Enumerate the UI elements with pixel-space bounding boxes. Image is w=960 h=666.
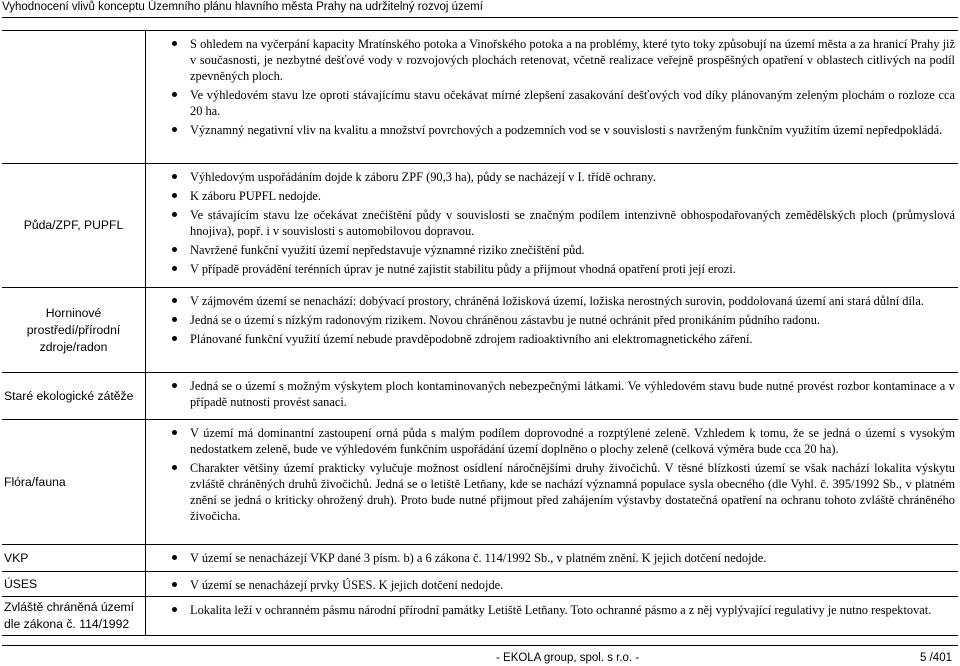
list-item: Ve stávajícím stavu lze očekávat znečištění půdy v souvislosti se značným podílem intenzivně obhospodařovaných zemědělských ploch (průmyslová hnojiva), popř. i v souvislosti s automobilovou dopravou.: [146, 207, 955, 239]
row-content: [146, 597, 958, 635]
row-label: Flóra/fauna: [2, 420, 146, 544]
row-content: [146, 545, 958, 571]
footer-company: - EKOLA group, spol. s r.o. -: [496, 652, 640, 664]
list-item: V území se nenacházejí prvky ÚSES. K jejich dotčení nedojde.: [146, 577, 955, 593]
list-item: Charakter většiny území prakticky vylučuje možnost osídlení náročnějšími druhy živočichů. V těsné blízkosti území se však nachází lokalita výskytu zvláště chráněných druhů živočichů. Jedná se o letiště Letňany, kde se nachází významná populace sysla obecného (dle Vyhl. č. 395/1992 Sb., v platném znění se jedná o kriticky ohrožený druh). Proto bude nutné přijmout před zahájením výstavby dostatečná opatření na ochranu tohoto zvláště chráněného živočicha.: [146, 460, 955, 524]
row-content: [146, 420, 958, 544]
row-content: [146, 572, 958, 596]
document-title: Vyhodnocení vlivů konceptu Územního plánu hlavního města Prahy na udržitelný rozvoj území: [2, 1, 483, 13]
list-item: Plánované funkční využití území nebude pravděpodobně zdrojem radioaktivního ani elektromagnetického záření.: [146, 331, 955, 347]
table-row-old-burdens: [2, 372, 958, 419]
row-label: VKP: [2, 545, 146, 571]
page-number: 5 /401: [920, 652, 952, 664]
table-row-uses: [2, 571, 958, 596]
page-header: [2, 0, 958, 18]
assessment-table: [2, 30, 958, 636]
table-row-soil: [2, 163, 958, 287]
list-item: V zájmovém území se nenachází: dobývací prostory, chráněná ložisková území, ložiska nerostných surovin, poddolovaná území ani stará důlní díla.: [146, 293, 955, 309]
row-label: Půda/ZPF, PUPFL: [2, 164, 146, 287]
list-item: V území se nenacházejí VKP dané 3 písm. b) a 6 zákona č. 114/1992 Sb., v platném znění. K jejich dotčení nedojde.: [146, 550, 955, 566]
list-item: Ve výhledovém stavu lze oproti stávajícímu stavu očekávat mírné zlepšení zasakování dešťových vod díky plánovaným zeleným plochám o rozloze cca 20 ha.: [146, 87, 955, 119]
table-row-geology: [2, 287, 958, 372]
list-item: S ohledem na vyčerpání kapacity Mratínského potoka a Vinořského potoka a na problémy, které tyto toky způsobují na území města a za hranicí Prahy již v současnosti, je nezbytné dešťové vody v rozvojových plochách retenovat, včetně realizace veřejně prospěšných opatření v oblastech citlivých na podíl zpevněných ploch.: [146, 36, 955, 84]
list-item: K záboru PUPFL nedojde.: [146, 188, 955, 204]
table-row-vkp: [2, 544, 958, 571]
row-label: Zvláště chráněná území dle zákona č. 114/1992: [2, 597, 146, 635]
row-content: [146, 288, 958, 372]
row-label: Horninové prostředí/přírodní zdroje/radon: [2, 288, 146, 372]
table-row-flora-fauna: [2, 419, 958, 544]
list-item: Výhledovým uspořádáním dojde k záboru ZPF (90,3 ha), půdy se nacházejí v I. třídě ochrany.: [146, 169, 955, 185]
list-item: Navržené funkční využití území nepředstavuje významné riziko znečištění půd.: [146, 242, 955, 258]
row-label: Staré ekologické zátěže: [2, 373, 146, 419]
list-item: V případě provádění terénních úprav je nutné zajistit stabilitu půdy a přijmout vhodná opatření proti její erozi.: [146, 261, 955, 277]
table-row-protected-areas: [2, 596, 958, 636]
list-item: V území má dominantní zastoupení orná půda s malým podílem doprovodné a rozptýlené zeleně. Vzhledem k tomu, že se jedná o území s vysokým nedostatkem zeleně, bude ve výhledovém funkčním uspořádání území doplněno o plochy zeleně (celková výměra bude cca 20 ha).: [146, 425, 955, 457]
list-item: Lokalita leží v ochranném pásmu národní přírodní památky Letiště Letňany. Toto ochranné pásmo a z něj vyplývající regulativy je nutno respektovat.: [146, 602, 955, 618]
list-item: Jedná se o území s možným výskytem ploch kontaminovaných nebezpečnými látkami. Ve výhledovém stavu bude nutné provést rozbor kontaminace a v případě nutnosti provést sanaci.: [146, 378, 955, 410]
row-content: [146, 31, 958, 163]
table-row-water: [2, 30, 958, 163]
list-item: Jedná se o území s nízkým radonovým rizikem. Novou chráněnou zástavbu je nutné ochránit před pronikáním půdního radonu.: [146, 312, 955, 328]
row-label: [2, 31, 146, 163]
row-content: [146, 373, 958, 419]
row-content: [146, 164, 958, 287]
list-item: Významný negativní vliv na kvalitu a množství povrchových a podzemních vod se v souvislosti s navrženým funkčním využitím území nepředpokládá.: [146, 122, 955, 138]
row-label: ÚSES: [2, 572, 146, 596]
page-footer: [2, 645, 958, 664]
